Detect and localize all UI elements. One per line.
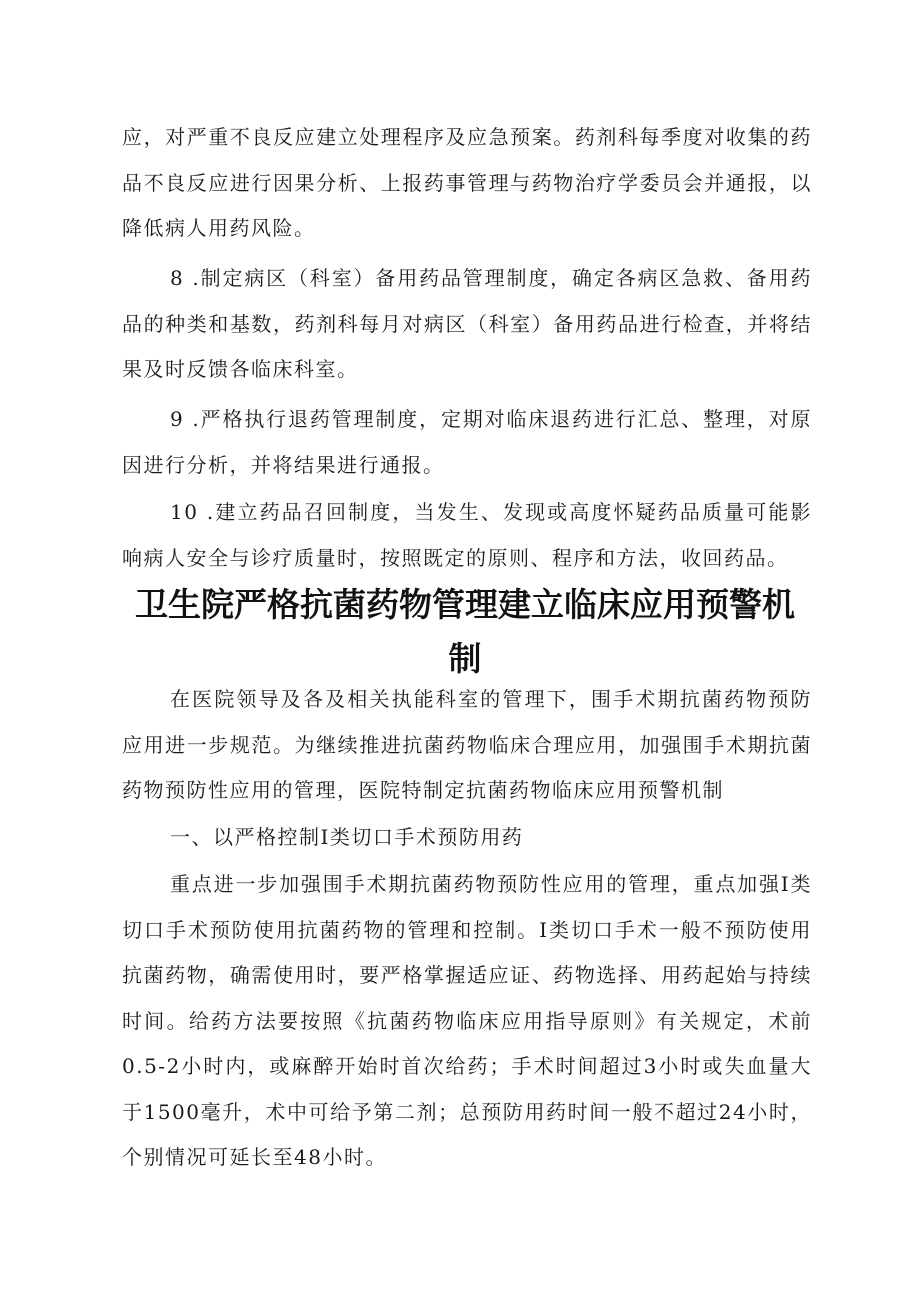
paragraph-section-1-body: 重点进一步加强围手术期抗菌药物预防性应用的管理，重点加强I类切口手术预防使用抗菌药物的管理和控制。I类切口手术一般不预防使用抗菌药物，确需使用时，要严格掌握适应证、药物选择、用药起始与持续时间。给药方法要按照《抗菌药物临床应用指导原则》有关规定，术前0.5-2小时内，或麻醉开始时首次给药；手术时间超过3小时或失血量大于1500毫升，术中可给予第二剂；总预防用药时间一般不超过24小时，个别情况可延长至48小时。 xyxy=(122,872,812,1169)
paragraph-item-10: 10 .建立药品召回制度，当发生、发现或高度怀疑药品质量可能影响病人安全与诊疗质量时，按照既定的原则、程序和方法，收回药品。 xyxy=(122,500,812,570)
paragraph-adr-continuation: 应，对严重不良反应建立处理程序及应急预案。药剂科每季度对收集的药品不良反应进行因果分析、上报药事管理与药物治疗学委员会并通报，以降低病人用药风险。 xyxy=(122,125,812,240)
section-heading-1: 一、以严格控制I类切口手术预防用药 xyxy=(170,825,524,849)
paragraph-item-9: 9 .严格执行退药管理制度，定期对临床退药进行汇总、整理，对原因进行分析，并将结果进行通报。 xyxy=(122,407,812,477)
paragraph-intro: 在医院领导及各及相关执能科室的管理下，围手术期抗菌药物预防应用进一步规范。为继续推进抗菌药物临床合理应用，加强围手术期抗菌药物预防性应用的管理，医院特制定抗菌药物临床应用预警机制 xyxy=(122,687,812,802)
paragraph-item-8: 8 .制定病区（科室）备用药品管理制度，确定各病区急救、备用药品的种类和基数，药剂科每月对病区（科室）备用药品进行检查，并将结果及时反馈各临床科室。 xyxy=(122,266,812,381)
document-title: 卫生院严格抗菌药物管理建立临床应用预警机制 xyxy=(135,585,795,678)
